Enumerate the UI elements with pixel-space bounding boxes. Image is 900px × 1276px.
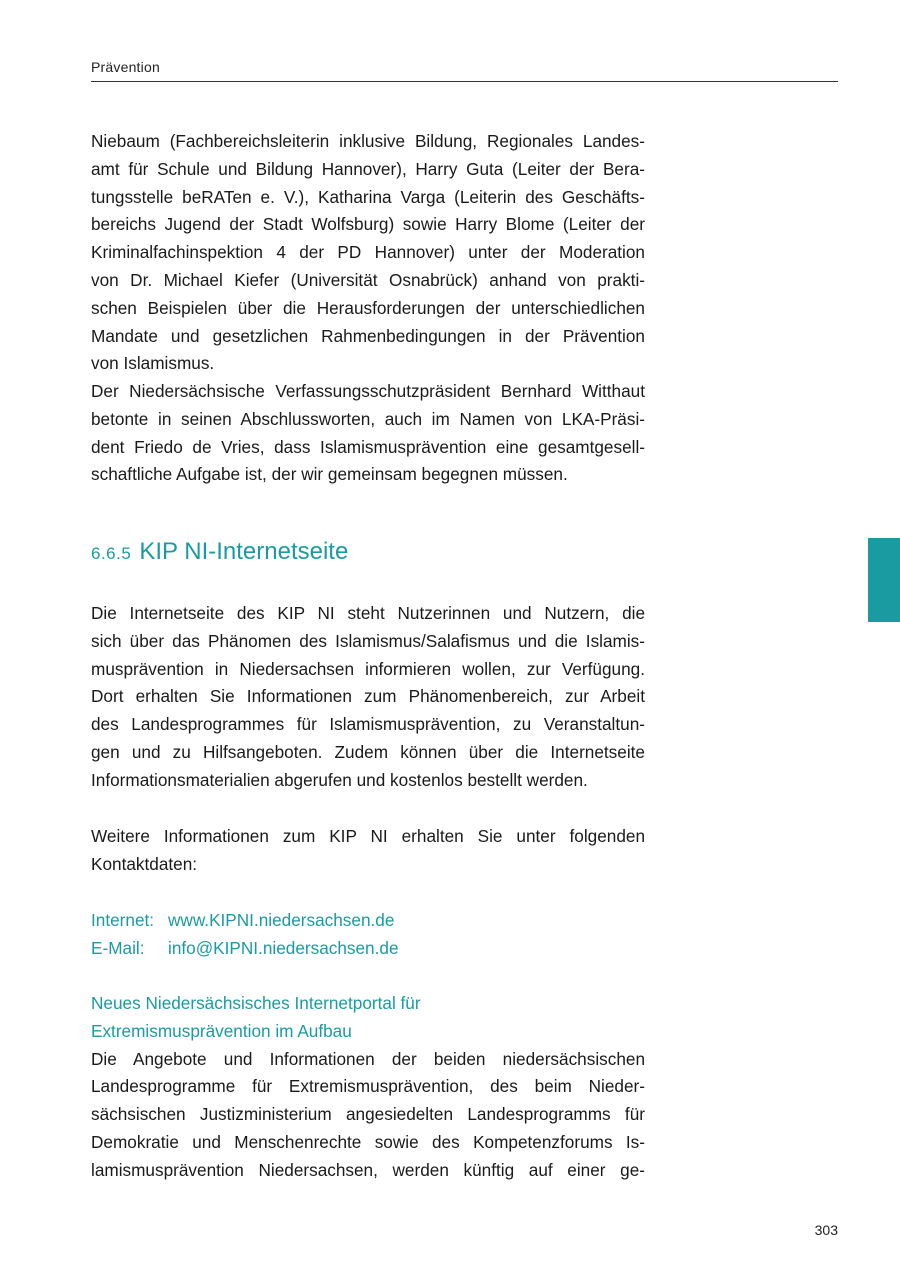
contact-internet-row xyxy=(91,907,645,935)
chapter-tab-marker xyxy=(868,538,900,622)
text-line: lamismusprävention Niedersachsen, werden künftig auf einer ge- xyxy=(91,1159,645,1180)
text-line: tungsstelle beRATen e. V.), Katharina Varga (Leiterin des Geschäfts- xyxy=(91,186,645,207)
text-line: schen Beispielen über die Herausforderungen der unterschiedlichen xyxy=(91,297,645,318)
text-line: Kriminalfachinspektion 4 der PD Hannover) unter der Moderation xyxy=(91,242,645,263)
text-line: Mandate und gesetzlichen Rahmenbedingungen in der Prävention xyxy=(91,325,645,346)
portal-heading-line: Neues Niedersächsisches Internetportal für xyxy=(91,993,421,1013)
text-line: gen und zu Hilfsangeboten. Zudem können über die Internetseite xyxy=(91,741,645,762)
email-label: E-Mail: xyxy=(91,937,145,958)
section-heading xyxy=(91,538,348,566)
text-line: Demokratie und Menschenrechte sowie des Kompetenzforums Is- xyxy=(91,1131,645,1152)
text-line: Kontaktdaten: xyxy=(91,853,198,874)
text-line: Weitere Informationen zum KIP NI erhalten Sie unter folgenden xyxy=(91,826,645,846)
portal-section xyxy=(91,990,645,1185)
text-line: des Landesprogrammes für Islamismusprävention, zu Veranstaltun- xyxy=(91,714,645,735)
website-paragraph xyxy=(91,600,645,795)
text-line: amt für Schule und Bildung Hannover), Harry Guta (Leiter der Bera- xyxy=(91,158,645,179)
text-line: dent Friedo de Vries, dass Islamismusprävention eine gesamtgesell- xyxy=(91,436,645,457)
contact-details xyxy=(91,907,645,963)
text-line: Die Angebote und Informationen der beiden niedersächsischen xyxy=(91,1048,645,1069)
section-number: 6.6.5 xyxy=(91,544,132,563)
internet-link[interactable]: www.KIPNI.niedersachsen.de xyxy=(168,910,395,930)
text-line: Der Niedersächsische Verfassungsschutzpräsident Bernhard Witthaut xyxy=(91,381,645,401)
text-line: schaftliche Aufgabe ist, der wir gemeinsam begegnen müssen. xyxy=(91,464,568,485)
intro-paragraph xyxy=(91,128,645,378)
text-line: von Dr. Michael Kiefer (Universität Osnabrück) anhand von prakti- xyxy=(91,269,645,290)
running-header: Prävention xyxy=(91,59,160,75)
header-rule xyxy=(91,81,838,82)
text-line: sächsischen Justizministerium angesiedelten Landesprogramms für xyxy=(91,1104,645,1125)
text-line: Niebaum (Fachbereichsleiterin inklusive Bildung, Regionales Landes- xyxy=(91,131,645,151)
contact-intro xyxy=(91,823,645,879)
section-title: KIP NI-Internetseite xyxy=(139,538,349,565)
text-line: musprävention in Niedersachsen informieren wollen, zur Verfügung. xyxy=(91,658,645,679)
text-line: von Islamismus. xyxy=(91,353,215,374)
text-line: sich über das Phänomen des Islamismus/Salafismus und die Islamis- xyxy=(91,630,645,651)
internet-label: Internet: xyxy=(91,910,155,930)
text-line: Die Internetseite des KIP NI steht Nutzerinnen und Nutzern, die xyxy=(91,603,645,623)
text-line: Landesprogramme für Extremismusprävention, des beim Nieder- xyxy=(91,1076,645,1097)
portal-heading-line: Extremismusprävention im Aufbau xyxy=(91,1020,352,1041)
text-line: Informationsmaterialien abgerufen und kostenlos bestellt werden. xyxy=(91,769,588,790)
email-link[interactable]: info@KIPNI.niedersachsen.de xyxy=(168,937,399,958)
text-line: bereichs Jugend der Stadt Wolfsburg) sowie Harry Blome (Leiter der xyxy=(91,214,645,235)
contact-email-row xyxy=(91,935,645,963)
closing-paragraph xyxy=(91,378,645,489)
text-line: betonte in seinen Abschlussworten, auch im Namen von LKA-Präsi- xyxy=(91,408,645,429)
page-number: 303 xyxy=(814,1222,838,1238)
text-line: Dort erhalten Sie Informationen zum Phänomenbereich, zur Arbeit xyxy=(91,686,645,707)
